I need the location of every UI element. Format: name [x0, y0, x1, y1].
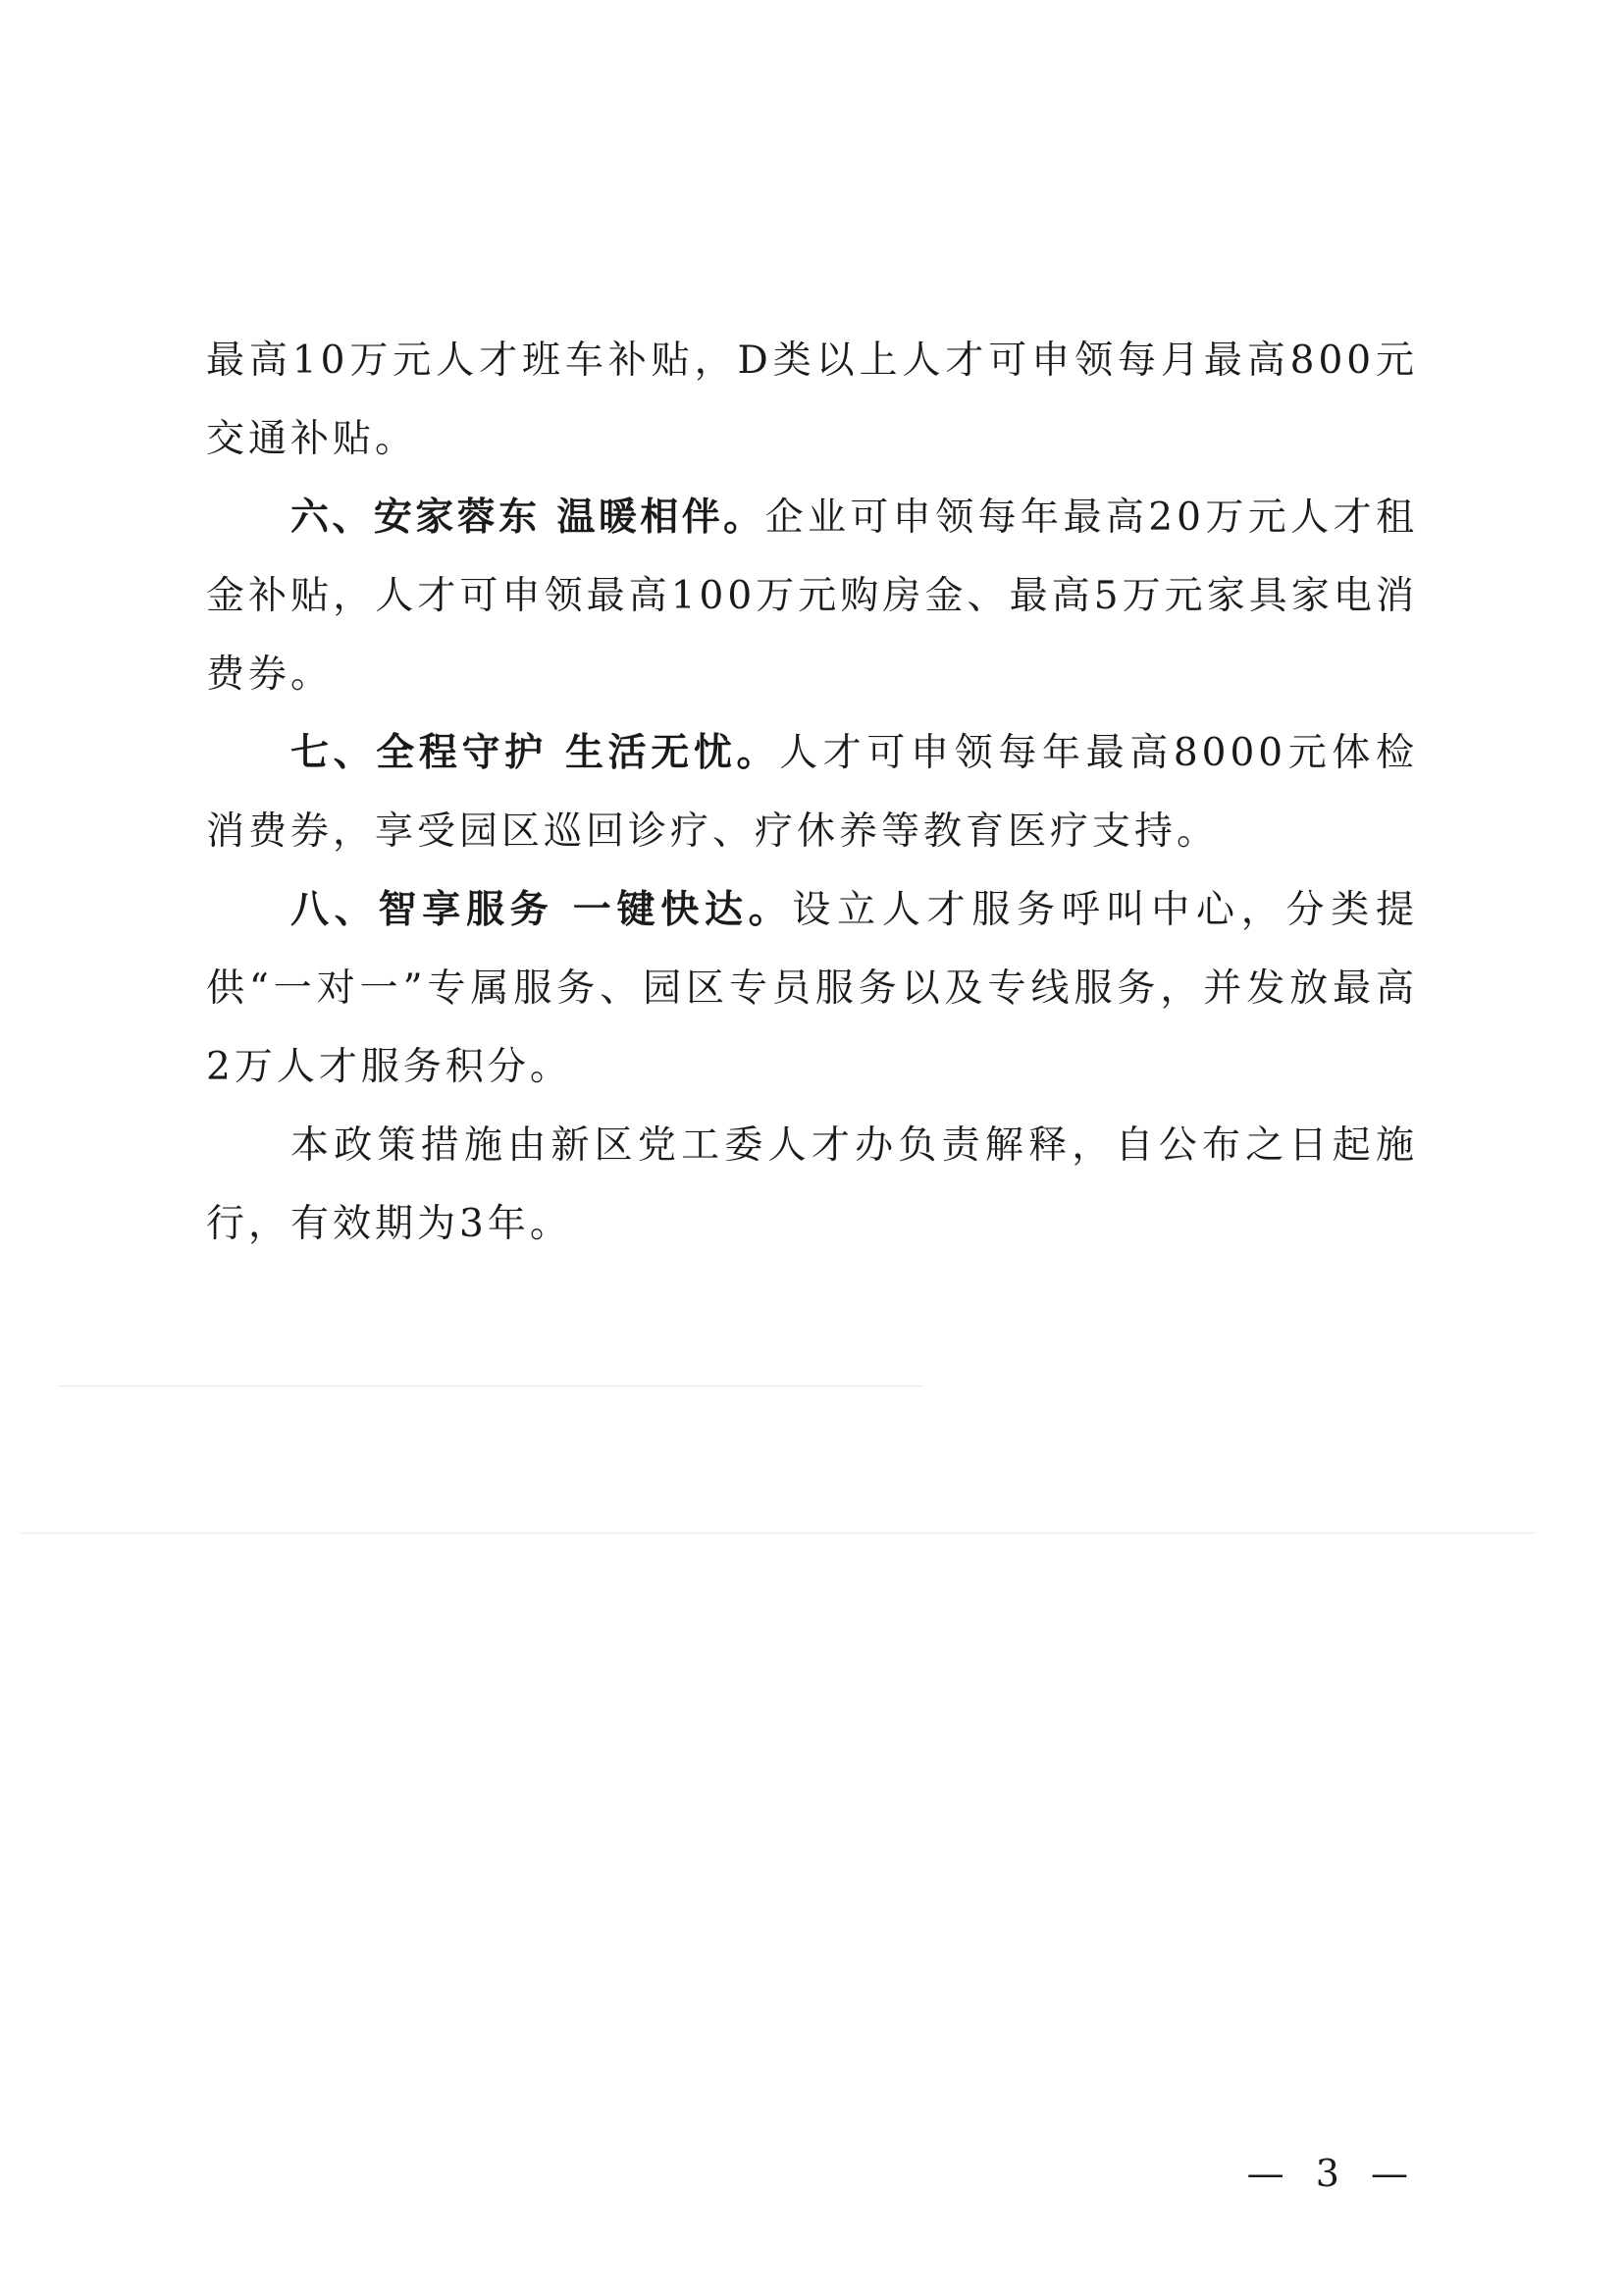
paragraph-body: 最高10万元人才班车补贴，D类以上人才可申领每月最高800元交通补贴。	[206, 339, 1418, 461]
scan-artifact-line	[20, 1533, 1536, 1534]
paragraph-item-7	[206, 714, 1418, 871]
paragraph-continuation	[206, 322, 1418, 479]
paragraph-item-6	[206, 479, 1418, 714]
paragraph-heading: 八、智享服务 一键快达。	[290, 888, 793, 932]
page-number: — 3 —	[1246, 2152, 1418, 2195]
body-text	[206, 322, 1418, 1264]
scan-artifact-line	[59, 1385, 922, 1386]
paragraph-heading: 六、安家蓉东 温暖相伴。	[290, 496, 765, 540]
paragraph-heading: 七、全程守护 生活无忧。	[290, 731, 780, 775]
paragraph-item-8	[206, 871, 1418, 1107]
paragraph-closing	[206, 1107, 1418, 1264]
paragraph-body: 企业可申领每年最高20万元人才租金补贴，人才可申领最高100万元购房金、最高5万元家具家电消费券。	[206, 496, 1418, 697]
paragraph-body: 本政策措施由新区党工委人才办负责解释，自公布之日起施行，有效期为3年。	[206, 1123, 1418, 1246]
paragraph-body: 设立人才服务呼叫中心，分类提供“一对一”专属服务、园区专员服务以及专线服务，并发放最高2万人才服务积分。	[206, 888, 1418, 1089]
paragraph-body: 人才可申领每年最高8000元体检消费券，享受园区巡回诊疗、疗休养等教育医疗支持。	[206, 731, 1418, 854]
